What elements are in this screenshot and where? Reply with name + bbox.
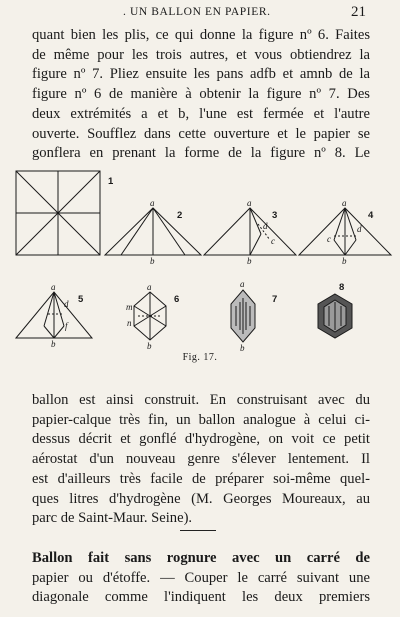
label-d: d [263, 221, 268, 231]
label-d: d [64, 299, 69, 309]
running-head: . UN BALLON EN PAPIER. [123, 6, 271, 18]
text-line: diagonale comme l'indiquent les deux premiers [32, 589, 370, 606]
panel-6-number: 6 [174, 294, 180, 305]
label-b: b [150, 256, 155, 266]
label-b: b [51, 339, 56, 349]
label-c: c [271, 236, 275, 246]
label-b: b [247, 256, 252, 266]
label-f: f [65, 321, 68, 331]
label-a: a [51, 282, 56, 292]
text-line: ouverte. Soufflez dans cette ouverture et le papier se [32, 125, 370, 142]
panel-8-balloon [318, 294, 352, 338]
label-b: b [147, 341, 152, 351]
text-line: est d'ailleurs très facile de préparer soi-même quel- [32, 470, 370, 487]
page-header [0, 6, 400, 24]
label-n: n [127, 318, 132, 328]
folding-figure [0, 166, 400, 366]
panel-7-folded-shape [231, 290, 255, 342]
panel-1-square [16, 171, 100, 255]
text-line: aérostat d'un nouveau genre s'élever lentement. Il [32, 451, 370, 468]
paragraph-top [32, 26, 370, 164]
label-a: a [240, 279, 245, 289]
text-line: papier ou d'étoffe. — Couper le carré suivant une [32, 569, 370, 586]
panel-2-number: 2 [177, 210, 183, 221]
panel-1-number: 1 [108, 176, 114, 187]
panel-4-number: 4 [368, 210, 374, 221]
text-line: ques litres d'hydrogène (M. Georges Moureaux, au [32, 490, 370, 507]
text-line: figure nº 7. Pliez ensuite les pans adfb et amnb de la [32, 66, 370, 83]
label-c: c [327, 234, 331, 244]
section-divider [180, 530, 216, 531]
panel-8-number: 8 [339, 282, 345, 293]
label-a: a [247, 198, 252, 208]
panel-5-number: 5 [78, 294, 84, 305]
text-line: parc de Saint-Maur. Seine). [32, 510, 193, 527]
text-line: deux extrémités a et b, l'une est fermée et l'autre [32, 105, 370, 122]
label-m: m [126, 302, 133, 312]
paragraph-mid [32, 391, 370, 529]
label-d: d [357, 224, 362, 234]
text-line: ballon est ainsi construit. En construisant avec du [32, 392, 370, 408]
label-a: a [150, 198, 155, 208]
panel-2-triangle [105, 208, 201, 255]
label-a: a [342, 198, 347, 208]
label-b: b [342, 256, 347, 266]
text-line: de même pour les trois autres, et vous obtiendrez la [32, 46, 370, 63]
panel-4-triangle [299, 208, 391, 255]
panel-3-number: 3 [272, 210, 278, 221]
panel-3-triangle [204, 208, 296, 255]
text-line: papier-calque très fin, un ballon analogue à celui ci- [32, 411, 370, 428]
section-heading-line: Ballon fait sans rognure avec un carré de [32, 550, 370, 566]
label-b: b [240, 343, 245, 353]
figure-caption: Fig. 17. [182, 352, 218, 363]
page-number: 21 [351, 4, 366, 20]
text-line: figure nº 6 de manière à obtenir la figure nº 7. Des [32, 86, 370, 103]
paragraph-bottom [32, 549, 370, 608]
label-a: a [147, 282, 152, 292]
text-line: gonflera en prenant la forme de la figure nº 8. Le [32, 145, 370, 162]
panel-6-fold [134, 292, 166, 340]
panel-7-number: 7 [272, 294, 278, 305]
folding-diagram [0, 166, 400, 356]
text-line: dessus décrit et gonflé d'hydrogène, on voit ce petit [32, 431, 370, 448]
text-line: quant bien les plis, ce qui donne la figure nº 6. Faites [32, 27, 370, 43]
